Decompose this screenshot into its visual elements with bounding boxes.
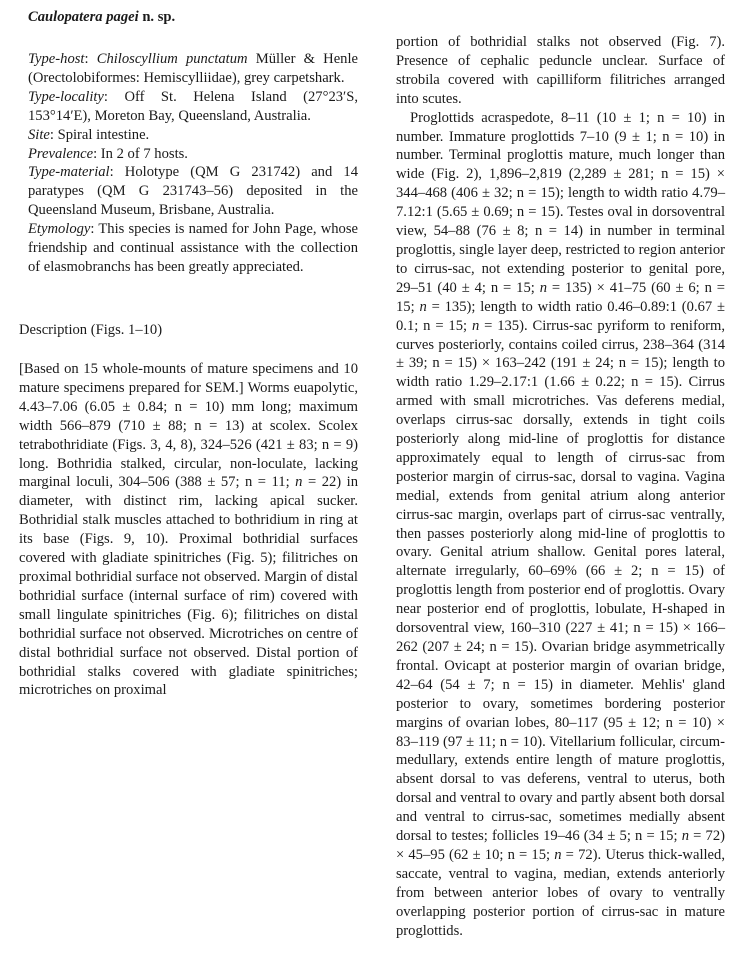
metadata-type-material — [28, 163, 358, 220]
metadata-value: Müller & Henle (Orectolobiformes: Hemiscylliidae), grey carpetshark. — [28, 51, 358, 86]
metadata-value: This species is named for John Page, whose friendship and continual assistance with the collection of elasmobranchs has been greatly appreciated. — [28, 221, 358, 275]
description-heading: Description (Figs. 1–10) — [19, 322, 163, 338]
species-metadata — [28, 50, 358, 277]
metadata-label: Site — [28, 126, 50, 143]
metadata-label: Prevalence — [28, 145, 94, 162]
metadata-sep: : — [90, 221, 99, 238]
metadata-label: Type-host — [28, 51, 85, 67]
metadata-sep: : — [103, 88, 125, 105]
metadata-site — [28, 126, 358, 145]
description-paragraph-proglottids: Proglottids acraspedote, 8–11 (10 ± 1; n = 10) in number. Immature proglottids 7–10 (9 ± 1; n = 10) in number. Terminal proglottis mature, much longer than wide (Fig. 2), 1,896–2,819 (2,289 ± 281; n = 15) × 344–468 (406 ± 32; n = 15); length to width ratio 4.79–7.12:1 (5.65 ± 0.69; n = 15). Testes oval in dorsoventral view, 54–88 (76 ± 8; n = 14) in number in terminal proglottis, single layer deep, restricted to region anterior to cirrus-sac, not extending posterior to genital pore, 29–51 (40 ± 4; n = 15; n = 135) × 41–75 (60 ± 6; n = 15; n = 135); length to width ratio 0.46–0.89:1 (0.67 ± 0.1; n = 15; n = 135). Cirrus-sac pyriform to reniform, curves posteriorly, contains coiled cirrus, 238–364 (314 ± 39; n = 15) × 163–242 (191 ± 24; n = 15); length to width ratio 1.29–2.17:1 (1.66 ± 0.22; n = 15). Cirrus armed with small microtriches. Vas deferens medial, overlaps cirrus-sac dorsally, extends in tight coils posteriorly along mid-line of proglottis for distance approximately equal to length of cirrus-sac from posterior margin of cirrus-sac, dorsal to vagina. Vagina medial, extends from genital atrium along anterior cirrus-sac margin, overlaps part of cirrus-sac ventrally, then passes posteriorly along mid-line of proglottis to ovary. Genital atrium shallow. Genital pores lateral, alternate irregularly, 60–69% (66 ± 2; n = 15) of proglottis length from posterior end of proglottis. Ovary near posterior end of proglottis, lobulate, H-shaped in dorsoventral view, 160–310 (227 ± 41; n = 15) × 166–262 (207 ± 24; n = 15). Ovarian bridge asymmetrically frontal. Ovicapt at posterior margin of ovarian bridge, 42–64 (54 ± 7; n = 15) in diameter. Mehlis' gland posterior to ovary, sometimes bordering posterior margins of ovarian lobes, 80–117 (95 ± 12; n = 10) × 83–119 (97 ± 11; n = 10). Vitellarium follicular, circum-medullary, extends entire length of mature proglottis, absent dorsal to vas deferens, ventral to uterus, both dorsal and ventral to ovary and partly absent both dorsal and ventral to cirrus-sac, sometimes medially absent dorsal to testes; follicles 19–46 (34 ± 5; n = 15; n = 72) × 45–95 (62 ± 10; n = 15; n = 72). Uterus thick-walled, saccate, ventral to vagina, median, extends anteriorly from between anterior lobes of ovary to ventrally overlapping posterior portion of cirrus-sac in mature proglottids. — [396, 109, 726, 939]
description-paragraph-continued: portion of bothridial stalks not observed (Fig. 7). Presence of cephalic peduncle unclear. Surface of strobila covered with capilliform filitriches arranged into scutes. — [396, 34, 725, 107]
metadata-value: Spiral intestine. — [57, 126, 150, 143]
metadata-label: Type-material — [28, 164, 110, 181]
metadata-value: In 2 of 7 hosts. — [100, 145, 188, 162]
host-species-name: Chiloscyllium punctatum — [96, 51, 248, 67]
metadata-value: Holotype (QM G 231742) and 14 paratypes (QM G 231743–56) deposited in the Queensland Museum, Brisbane, Australia. — [28, 164, 358, 219]
species-name: Caulopatera pagei — [28, 9, 139, 25]
metadata-label: Etymology — [28, 221, 91, 238]
metadata-sep: : — [109, 164, 125, 181]
right-column — [396, 33, 725, 941]
metadata-sep: : — [49, 126, 58, 143]
metadata-prevalence — [28, 145, 358, 164]
metadata-sep: : — [93, 145, 101, 162]
metadata-type-host — [28, 50, 358, 88]
metadata-etymology — [28, 220, 358, 277]
metadata-label: Type-locality — [28, 88, 104, 105]
metadata-value: Off St. Helena Island (27°23′S, 153°14′E), Moreton Bay, Queensland, Australia. — [28, 88, 358, 124]
metadata-type-locality — [28, 88, 358, 126]
species-title — [28, 8, 175, 27]
species-status: n. sp. — [138, 9, 176, 25]
description-paragraph-left: [Based on 15 whole-mounts of mature specimens and 10 mature specimens prepared for SEM.] Worms euapolytic, 4.43–7.06 (6.05 ± 0.84; n = 10) mm long; maximum width 566–879 (710 ± 88; n = 13) at scolex. Scolex tetrabothridiate (Figs. 3, 4, 8), 324–526 (421 ± 83; n = 9) long. Bothridia stalked, circular, non-loculate, lacking marginal loculi, 304–506 (388 ± 57; n = 11; n = 22) in diameter, with distinct rim, lacking apical sucker. Bothridial stalk muscles attached to bothridium in ring at its base (Figs. 9, 10). Proximal bothridial surfaces covered with gladiate spinitriches (Fig. 5); filitriches on proximal bothridial surface not observed. Margin of distal bothridial surface (internal surface of rim) covered with small lingulate spinitriches (Fig. 6); filitriches on distal bothridial surface not observed. Microtriches on centre of distal bothridial surface not observed. Distal portion of bothridial stalks covered with gladiate spinitriches; microtriches on proximal — [19, 361, 359, 699]
metadata-sep: : — [84, 51, 97, 67]
